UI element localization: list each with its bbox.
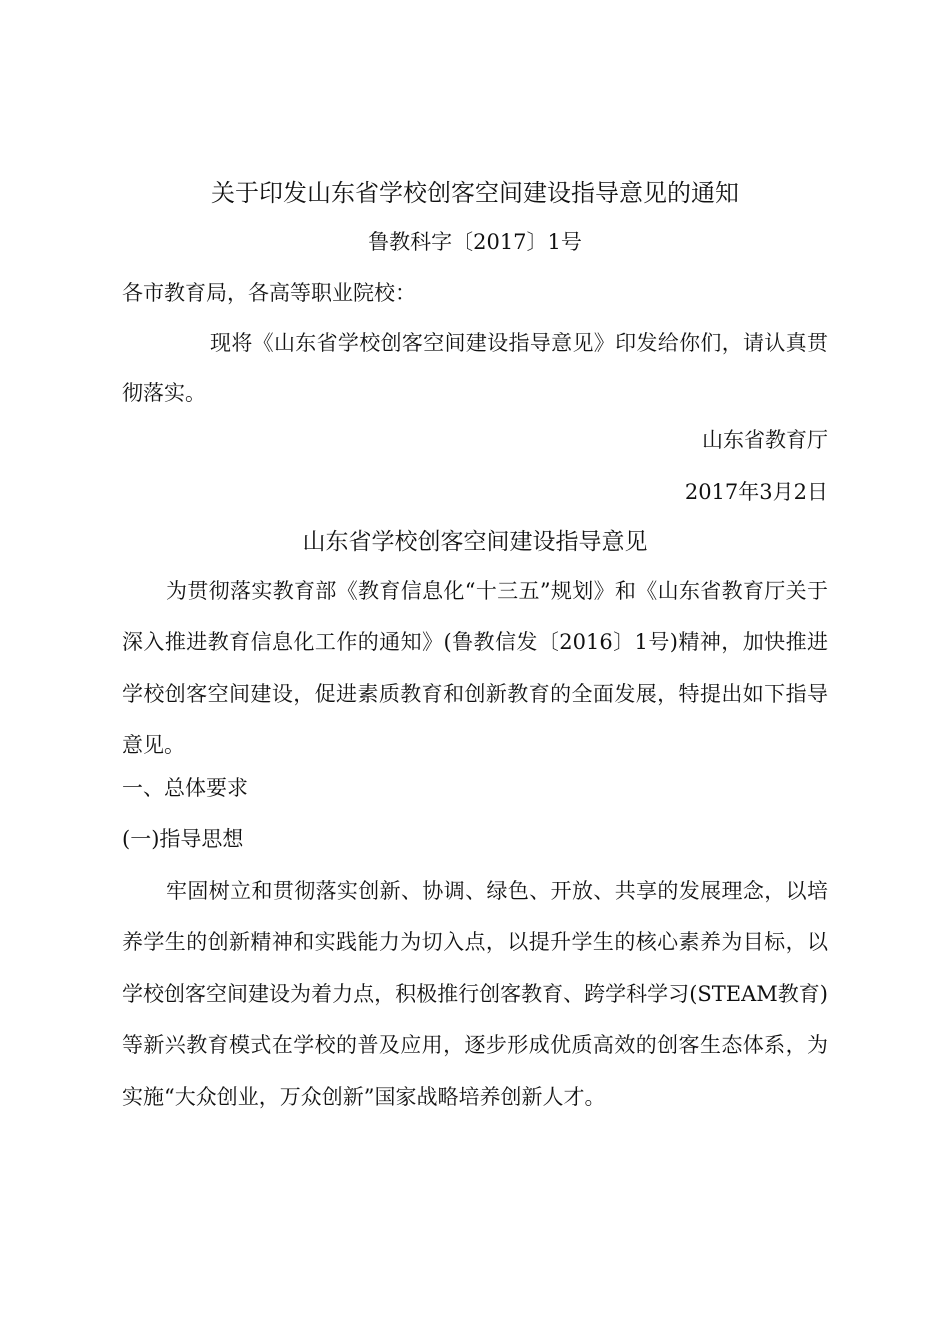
addressee: 各市教育局，各高等职业院校： [122,281,416,305]
guiding-ideology-paragraph: 牢固树立和贯彻落实创新、协调、绿色、开放、共享的发展理念，以培养学生的创新精神和实践能力为切入点，以提升学生的核心素养为目标，以学校创客空间建设为着力点，积极推行创客教育、跨学科学习(STEAM教育)等新兴教育模式在学校的普及应用，逐步形成优质高效的创客生态体系，为实施“大众创业，万众创新”国家战略培养创新人才。 [122,879,828,1109]
notice-title: 关于印发山东省学校创客空间建设指导意见的通知 [211,179,739,207]
issuer-signature: 山东省教育厅 [702,428,828,452]
issue-date: 2017年3月2日 [684,480,828,504]
attachment-title: 山东省学校创客空间建设指导意见 [302,529,648,555]
subsection-heading: (一)指导思想 [122,827,244,851]
section-heading: 一、总体要求 [122,776,248,800]
document-number: 鲁教科字〔2017〕1号 [368,230,582,254]
notice-body-paragraph: 现将《山东省学校创客空间建设指导意见》印发给你们，请认真贯彻落实。 [122,331,828,405]
intro-paragraph: 为贯彻落实教育部《教育信息化“十三五”规划》和《山东省教育厅关于深入推进教育信息化工作的通知》(鲁教信发〔2016〕1号)精神，加快推进学校创客空间建设，促进素质教育和创新教育的全面发展，特提出如下指导意见。 [122,579,828,758]
